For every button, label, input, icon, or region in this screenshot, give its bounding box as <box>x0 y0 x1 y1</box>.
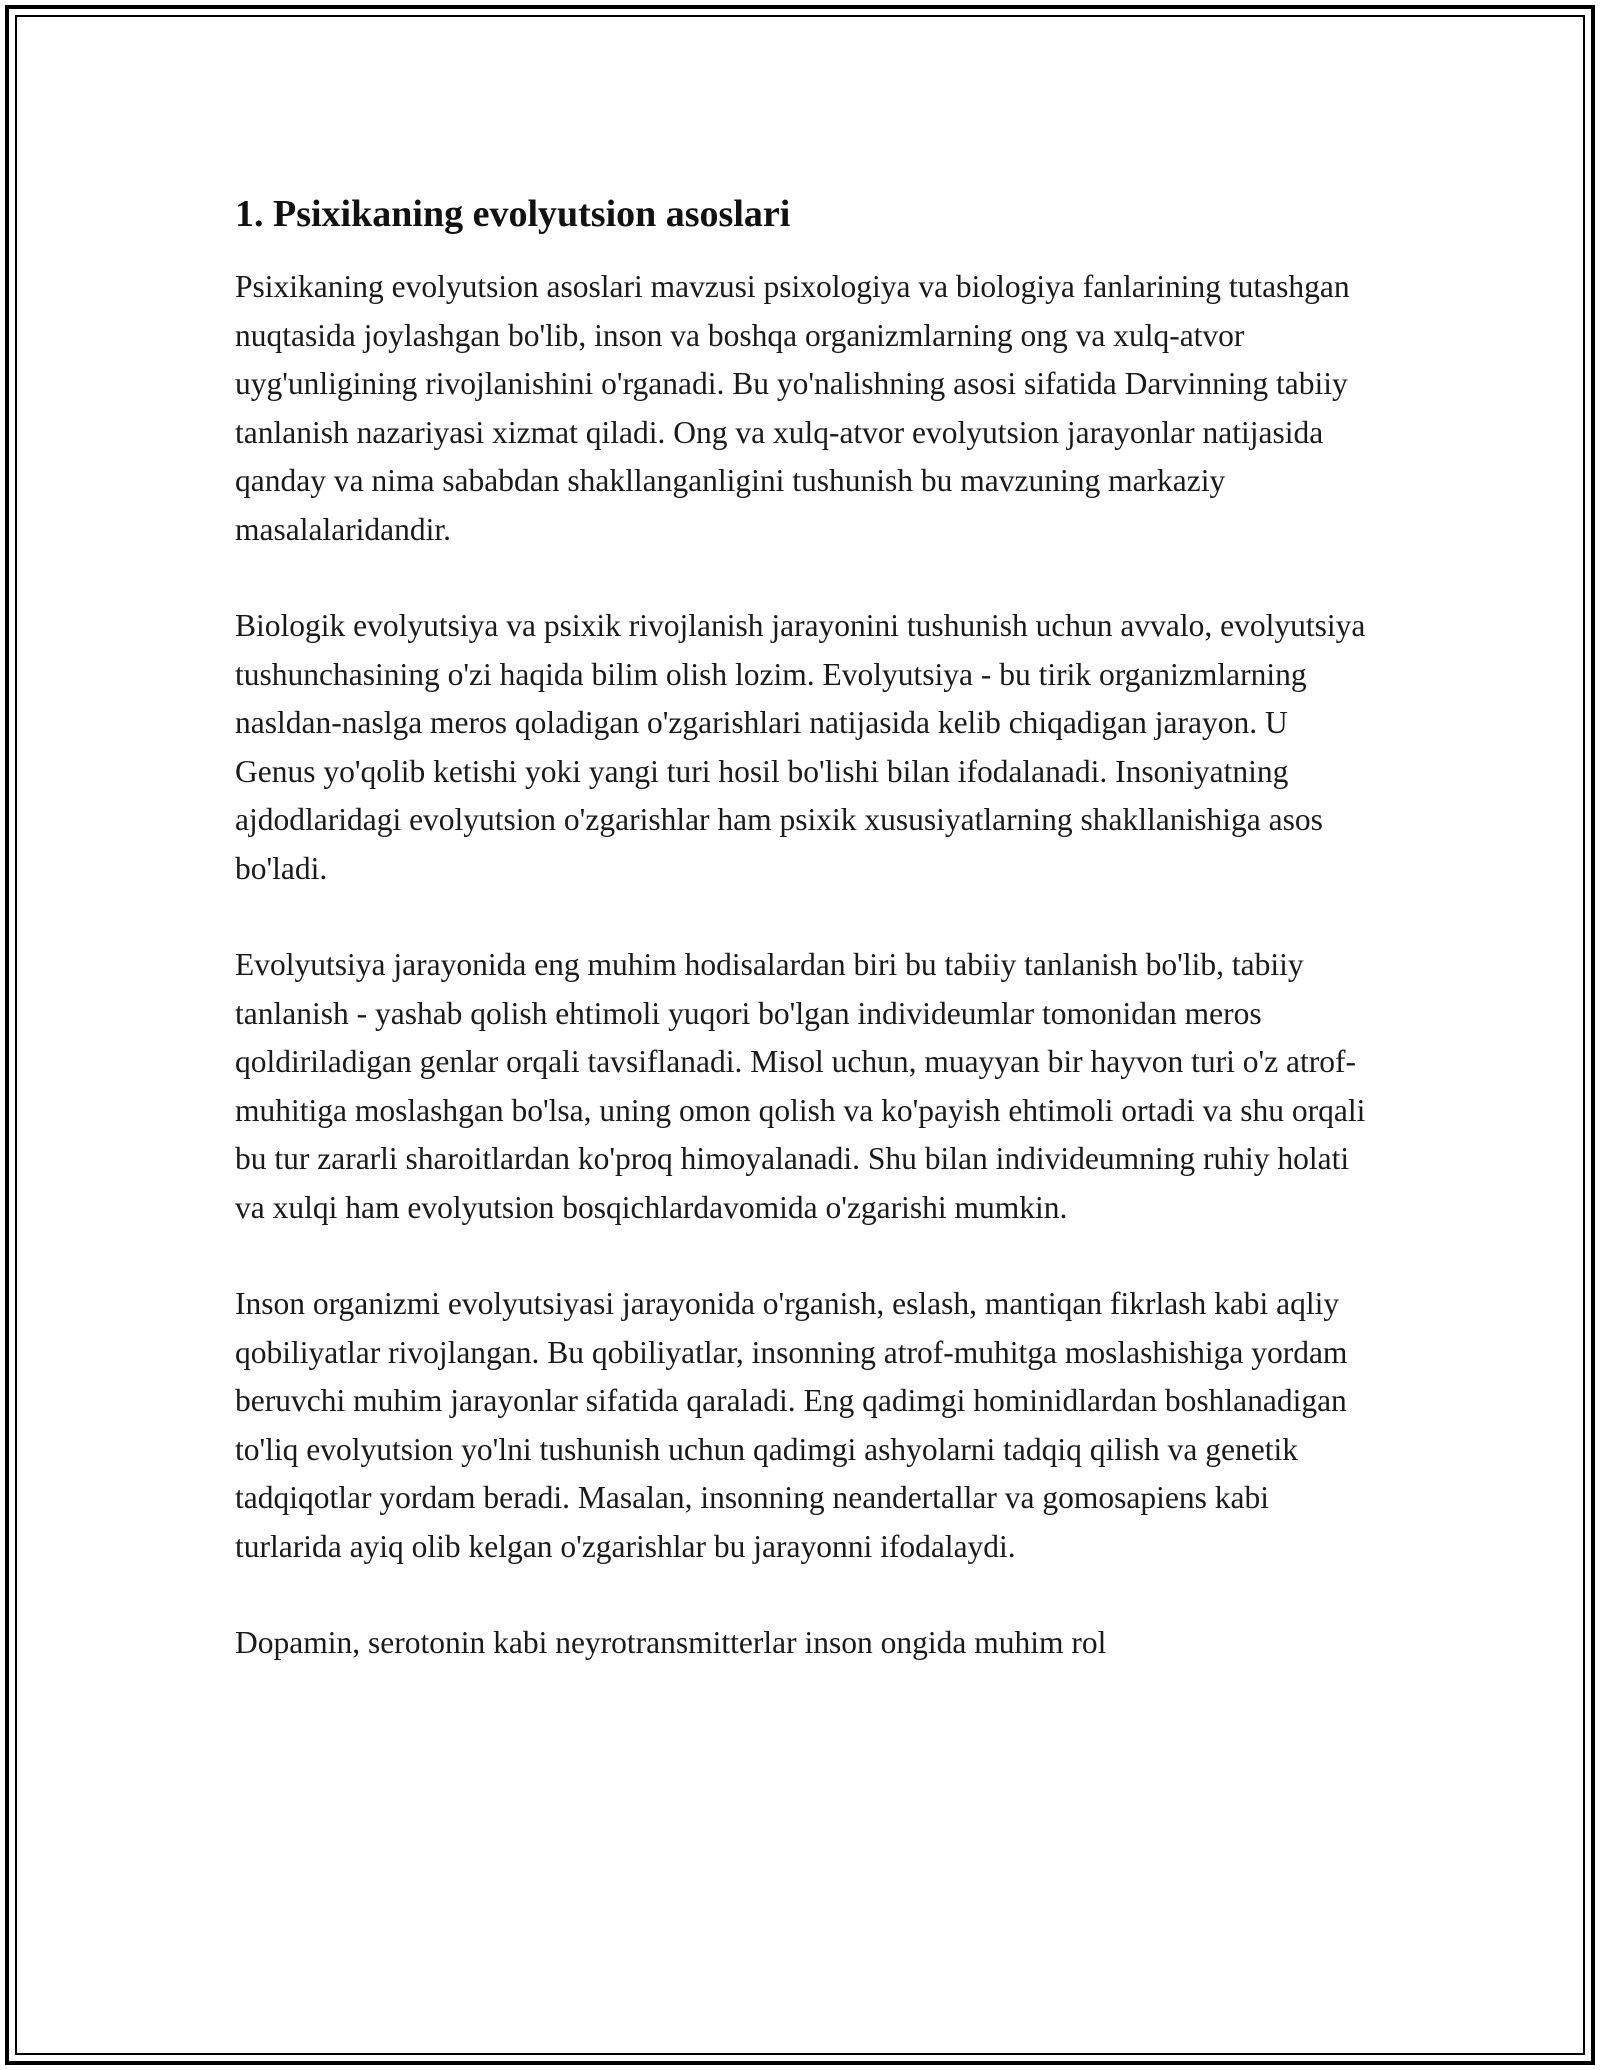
paragraph-4: Inson organizmi evolyutsiyasi jarayonida o'rganish, eslash, mantiqan fikrlash kabi aqliy qobiliyatlar rivojlangan. Bu qobiliyatlar, insonning atrof-muhitga moslashishiga yordam beruvchi muhim jarayonlar sifatida qaraladi. Eng qadimgi hominidlardan boshlanadigan to'liq evolyutsion yo'lni tushunish uchun qadimgi ashyolarni tadqiq qilish va genetik tadqiqotlar yordam beradi. Masalan, insonning neandertallar va gomosapiens kabi turlarida ayiq olib kelgan o'zgarishlar bu jarayonni ifodalaydi. <box>235 1286 1348 1564</box>
paragraph-3: Evolyutsiya jarayonida eng muhim hodisalardan biri bu tabiiy tanlanish bo'lib, tabiiy tanlanish - yashab qolish ehtimoli yuqori bo'lgan individeumlar tomonidan meros qoldiriladigan genlar orqali tavsiflanadi. Misol uchun, muayyan bir hayvon turi o'z atrof-muhitiga moslashgan bo'lsa, uning omon qolish va ko'payish ehtimoli ortadi va shu orqali bu tur zararli sharoitlardan ko'proq himoyalanadi. Shu bilan individeumning ruhiy holati va xulqi ham evolyutsion bosqichlardavomida o'zgarishi mumkin. <box>235 947 1366 1225</box>
paragraph-2: Biologik evolyutsiya va psixik rivojlanish jarayonini tushunish uchun avvalo, evolyutsiya tushunchasining o'zi haqida bilim olish lozim. Evolyutsiya - bu tirik organizmlarning nasldan-naslga meros qoladigan o'zgarishlari natijasida kelib chiqadigan jarayon. U Genus yo'qolib ketishi yoki yangi turi hosil bo'lishi bilan ifodalanadi. Insoniyatning ajdodlaridagi evolyutsion o'zgarishlar ham psixik xususiyatlarning shakllanishiga asos bo'ladi. <box>235 608 1366 886</box>
paragraph-5: Dopamin, serotonin kabi neyrotransmitterlar inson ongida muhim rol <box>235 1625 1107 1660</box>
paragraph-1: Psixikaning evolyutsion asoslari mavzusi psixologiya va biologiya fanlarining tutashgan nuqtasida joylashgan bo'lib, inson va boshqa organizmlarning ong va xulq-atvor uyg'unligining rivojlanishini o'rganadi. Bu yo'nalishning asosi sifatida Darvinning tabiiy tanlanish nazariyasi xizmat qiladi. Ong va xulq-atvor evolyutsion jarayonlar natijasida qanday va nima sababdan shakllanganligini tushunish bu mavzuning markaziy masalalaridandir. <box>235 269 1350 547</box>
document-body <box>235 185 1370 1716</box>
section-heading: 1. Psixikaning evolyutsion asoslari <box>235 193 791 235</box>
